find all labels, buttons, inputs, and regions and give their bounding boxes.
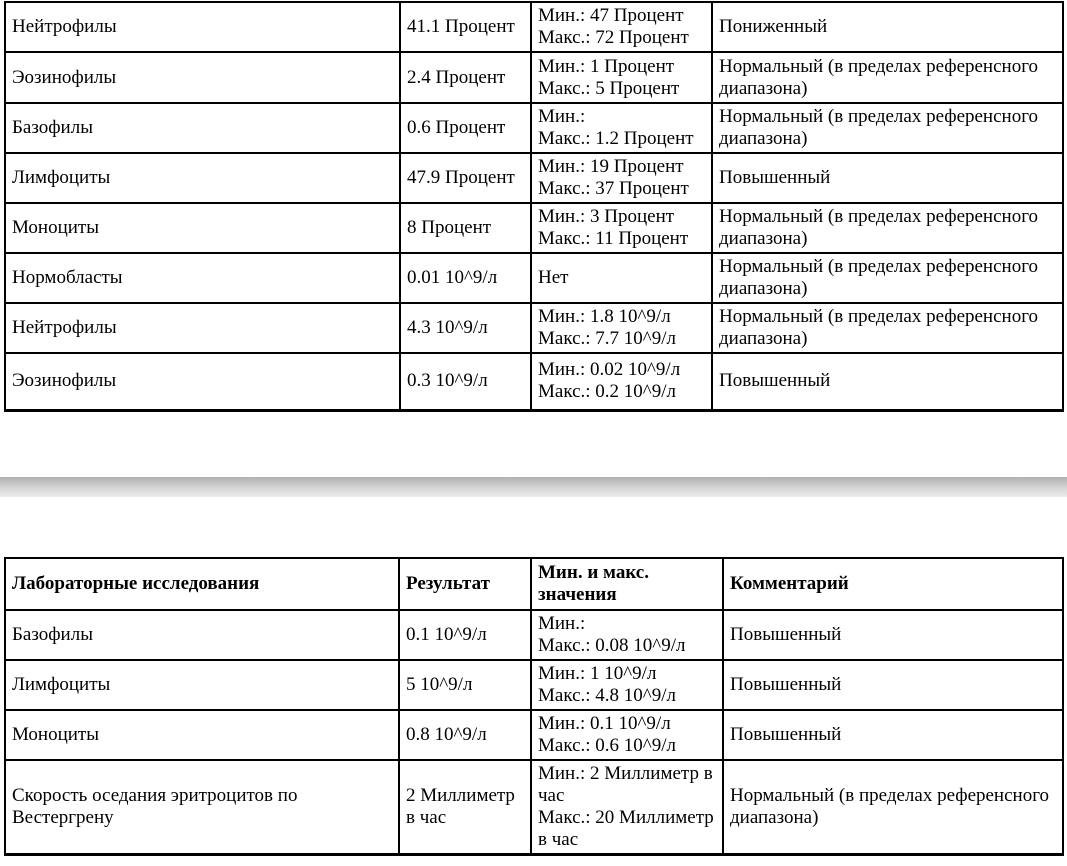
result-value: 5 10^9/л — [399, 660, 531, 710]
min-value: Мин.: 0.1 10^9/л — [538, 713, 671, 734]
max-value: Макс.: 20 Миллиметр в час — [538, 807, 714, 850]
result-value: 8 Процент — [400, 203, 531, 253]
comment-text: Нормальный (в пределах референсного диапазона) — [712, 203, 1063, 253]
result-value: 0.1 10^9/л — [399, 610, 531, 660]
min-value: Мин.: 0.02 10^9/л — [538, 359, 681, 381]
result-value: 2 Миллиметр в час — [399, 760, 531, 855]
comment-text: Повышенный — [723, 660, 1063, 710]
table-row — [5, 103, 1063, 153]
lab-test-name: Лимфоциты — [5, 660, 399, 710]
lab-test-name: Нейтрофилы — [5, 2, 400, 52]
min-value: Мин.: 19 Процент — [538, 156, 684, 177]
lab-test-name: Базофилы — [5, 103, 400, 153]
max-value: Макс.: 5 Процент — [538, 77, 680, 99]
result-value: 0.6 Процент — [400, 103, 531, 153]
table-row — [5, 660, 1063, 710]
min-max-range — [531, 253, 712, 303]
min-max-range — [531, 710, 723, 760]
lab-test-name: Моноциты — [5, 710, 399, 760]
min-max-range — [531, 103, 712, 153]
min-value: Мин.: — [538, 613, 586, 634]
comment-text: Нормальный (в пределах референсного диапазона) — [723, 760, 1063, 855]
min-max-range — [531, 203, 712, 253]
table-row — [5, 52, 1063, 103]
result-value: 4.3 10^9/л — [400, 303, 531, 353]
column-header-min-max: Мин. и макс. значения — [531, 558, 723, 610]
lab-results-table — [4, 557, 1064, 856]
table-row — [5, 2, 1063, 52]
max-value: Макс.: 0.08 10^9/л — [538, 635, 686, 656]
result-value: 2.4 Процент — [400, 52, 531, 103]
min-max-range — [531, 660, 723, 710]
min-max-range — [531, 153, 712, 203]
table-row — [5, 353, 1063, 410]
comment-text: Нормальный (в пределах референсного диапазона) — [712, 253, 1063, 303]
result-value: 0.8 10^9/л — [399, 710, 531, 760]
min-value: Мин.: 2 Миллиметр в час — [538, 763, 713, 806]
lab-test-name: Моноциты — [5, 203, 400, 253]
min-max-range — [531, 760, 723, 855]
lab-test-name: Эозинофилы — [5, 353, 400, 410]
column-header-result: Результат — [399, 558, 531, 610]
lab-test-name: Нейтрофилы — [5, 303, 400, 353]
table-row — [5, 203, 1063, 253]
result-value: 41.1 Процент — [400, 2, 531, 52]
max-value: Макс.: 4.8 10^9/л — [538, 685, 676, 706]
max-value: Макс.: 0.6 10^9/л — [538, 735, 676, 756]
comment-text: Пониженный — [712, 2, 1063, 52]
comment-text: Повышенный — [712, 153, 1063, 203]
table-row — [5, 253, 1063, 303]
lab-test-name: Базофилы — [5, 610, 399, 660]
min-max-range — [531, 52, 712, 103]
lab-test-name: Нормобласты — [5, 253, 400, 303]
result-value: 0.3 10^9/л — [400, 353, 531, 410]
comment-text: Нормальный (в пределах референсного диапазона) — [712, 103, 1063, 153]
comment-text: Повышенный — [723, 710, 1063, 760]
min-value: Мин.: 1 Процент — [538, 55, 675, 77]
min-max-range — [531, 353, 712, 410]
max-value: Макс.: 72 Процент — [538, 27, 689, 48]
max-value: Макс.: 7.7 10^9/л — [538, 328, 676, 349]
max-value: Макс.: 1.2 Процент — [538, 128, 694, 149]
min-value: Мин.: 1.8 10^9/л — [538, 306, 671, 327]
lab-test-name: Скорость оседания эритроцитов по Вестергрену — [5, 760, 399, 855]
min-max-range — [531, 2, 712, 52]
max-value: Макс.: 37 Процент — [538, 178, 689, 199]
min-max-range — [531, 610, 723, 660]
min-max-range — [531, 303, 712, 353]
comment-text: Нормальный (в пределах референсного диапазона) — [712, 52, 1063, 103]
table-row — [5, 710, 1063, 760]
min-value: Мин.: — [538, 106, 586, 127]
result-value: 47.9 Процент — [400, 153, 531, 203]
column-header-comment: Комментарий — [723, 558, 1063, 610]
min-value: Нет — [538, 267, 569, 288]
table-row — [5, 303, 1063, 353]
max-value: Макс.: 11 Процент — [538, 228, 689, 249]
table-row — [5, 610, 1063, 660]
comment-text: Повышенный — [712, 353, 1063, 410]
table-row — [5, 760, 1063, 855]
table-header-row — [5, 558, 1063, 610]
lab-test-name: Лимфоциты — [5, 153, 400, 203]
min-value: Мин.: 1 10^9/л — [538, 663, 657, 684]
comment-text: Нормальный (в пределах референсного диапазона) — [712, 303, 1063, 353]
lab-test-name: Эозинофилы — [5, 52, 400, 103]
min-value: Мин.: 47 Процент — [538, 5, 684, 26]
lab-results-table-continued — [4, 1, 1064, 412]
page-break-separator — [0, 477, 1067, 497]
max-value: Макс.: 0.2 10^9/л — [538, 381, 676, 403]
table-row — [5, 153, 1063, 203]
result-value: 0.01 10^9/л — [400, 253, 531, 303]
min-value: Мин.: 3 Процент — [538, 206, 675, 227]
column-header-lab-tests: Лабораторные исследования — [5, 558, 399, 610]
comment-text: Повышенный — [723, 610, 1063, 660]
